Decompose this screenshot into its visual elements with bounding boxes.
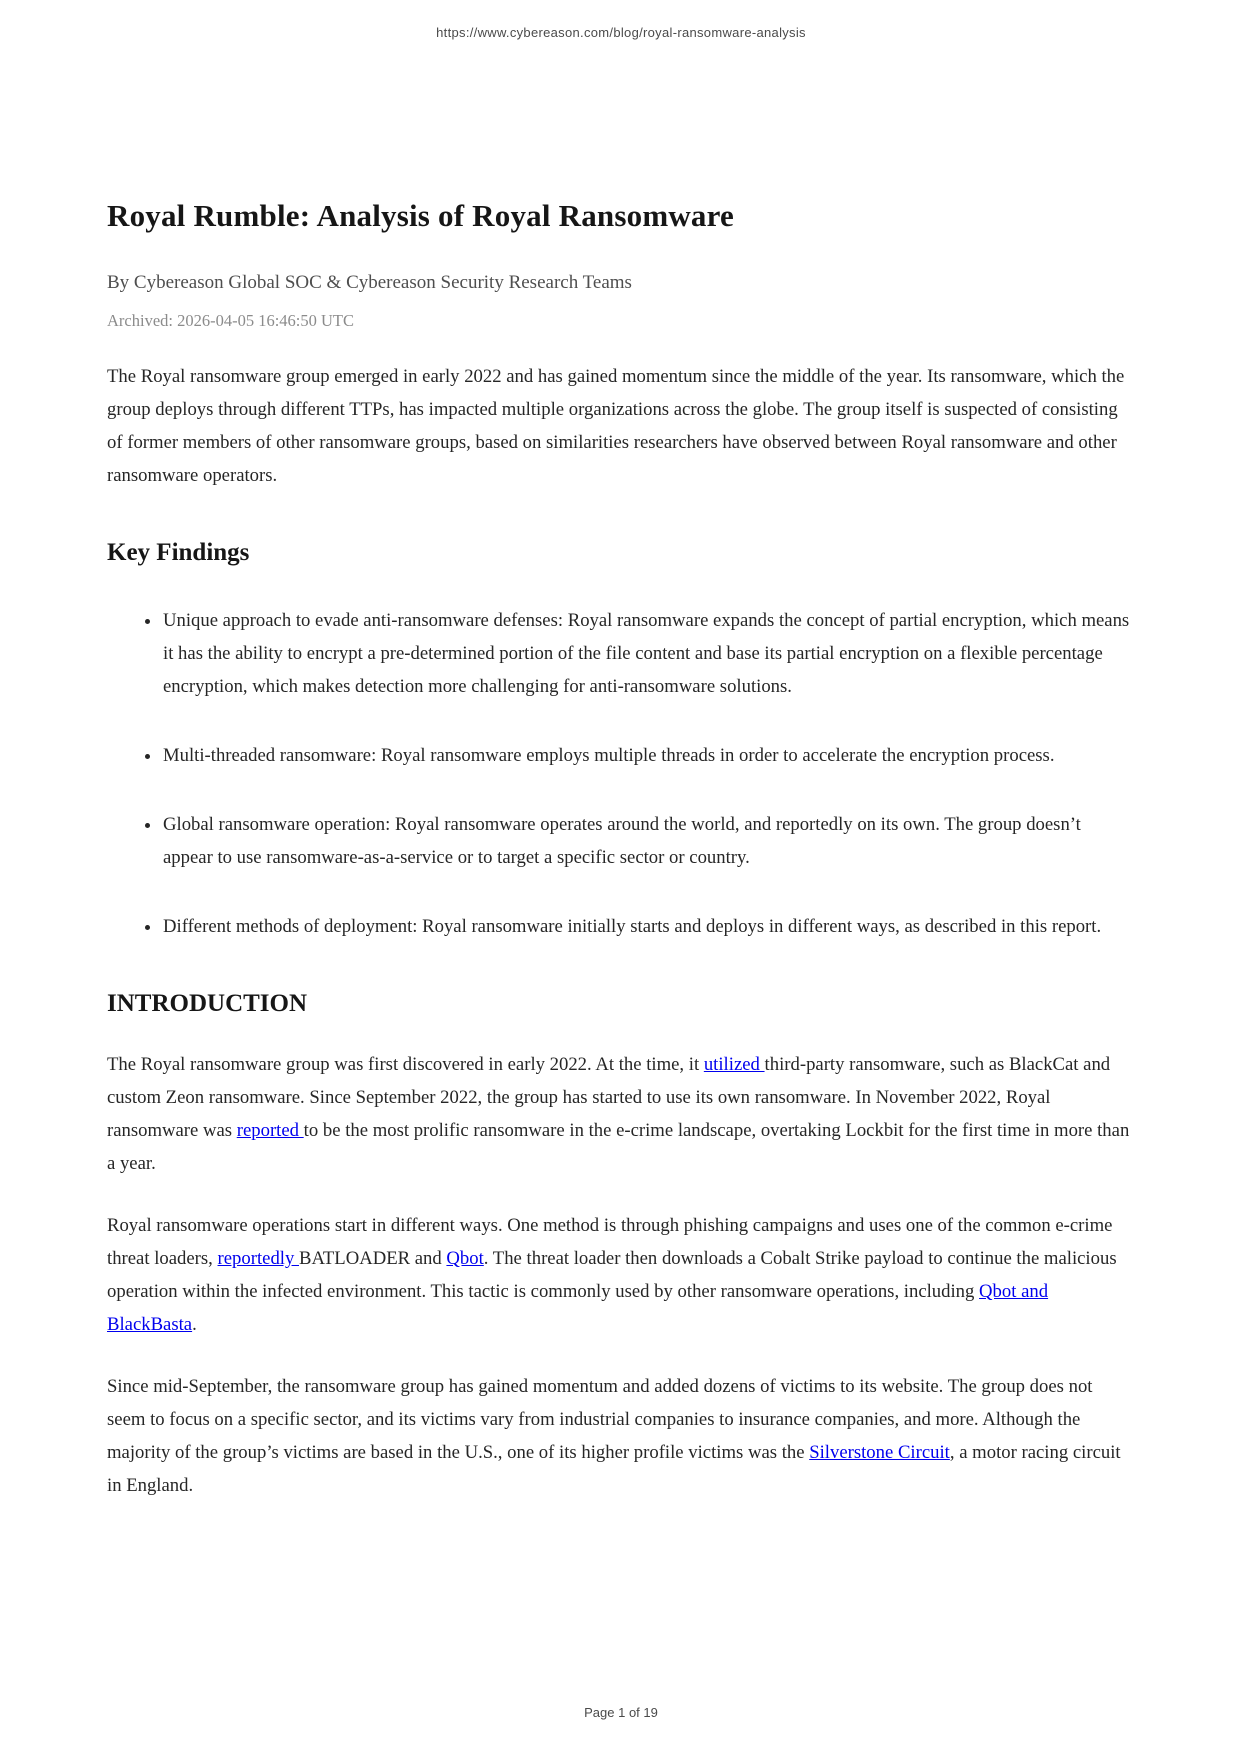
text-run: . The threat loader then downloads a Cobalt Strike payload to continue the malicious operation within the infected environment. This tactic is commonly used by other ransomware operations, including <box>107 1248 1117 1302</box>
key-findings-heading: Key Findings <box>107 539 250 566</box>
article-byline: By Cybereason Global SOC & Cybereason Security Research Teams <box>107 272 632 293</box>
text-run: Royal ransomware operations start in different ways. One method is through phishing campaigns and uses one of the common e-crime threat loaders, <box>107 1215 1113 1269</box>
article-title: Royal Rumble: Analysis of Royal Ransomware <box>107 198 734 233</box>
introduction-paragraph-3 <box>107 1370 1135 1502</box>
text-run: Since mid-September, the ransomware group has gained momentum and added dozens of victims to its website. The group does not seem to focus on a specific sector, and its victims vary from industrial companies to insurance companies, and more. Although the majority of the group’s victims are based in the U.S., one of its higher profile victims was the <box>107 1376 1093 1463</box>
archived-timestamp: Archived: 2026-04-05 16:46:50 UTC <box>107 311 355 330</box>
key-finding-item: • Multi-threaded ransomware: Royal ransomware employs multiple threads in order to accelerate the encryption process. <box>162 739 1135 772</box>
inline-link[interactable]: reportedly <box>217 1248 299 1269</box>
text-run: , a motor racing circuit in England. <box>107 1442 1121 1496</box>
introduction-paragraph-2 <box>107 1209 1135 1341</box>
inline-link[interactable]: Qbot <box>446 1248 484 1269</box>
page-footer <box>0 1705 1242 1720</box>
key-finding-item: • Global ransomware operation: Royal ransomware operates around the world, and reportedly on its own. The group doesn’t appear to use ransomware-as-a-service or to target a specific sector or country. <box>162 808 1135 874</box>
key-finding-item: • Unique approach to evade anti-ransomware defenses: Royal ransomware expands the concept of partial encryption, which means it has the ability to encrypt a pre-determined portion of the file content and base its partial encryption on a flexible percentage encryption, which makes detection more challenging for anti-ransomware solutions. <box>162 604 1135 703</box>
introduction-paragraph-1 <box>107 1048 1135 1180</box>
text-run: BATLOADER and <box>299 1248 447 1269</box>
article-content <box>107 197 1135 1502</box>
lead-paragraph: The Royal ransomware group emerged in early 2022 and has gained momentum since the middle of the year. Its ransomware, which the group deploys through different TTPs, has impacted multiple organizations across the globe. The group itself is suspected of consisting of former members of other ransomware groups, based on similarities researchers have observed between Royal ransomware and other ransomware operators. <box>107 366 1125 486</box>
text-run: . <box>192 1314 197 1335</box>
key-findings-list <box>107 604 1135 943</box>
text-run: to be the most prolific ransomware in the e-crime landscape, overtaking Lockbit for the first time in more than a year. <box>107 1120 1130 1174</box>
text-run: The Royal ransomware group was first discovered in early 2022. At the time, it <box>107 1054 704 1075</box>
inline-link[interactable]: reported <box>236 1120 304 1141</box>
source-url-header: https://www.cybereason.com/blog/royal-ransomware-analysis <box>436 25 806 40</box>
page-number: Page 1 of 19 <box>584 1705 658 1720</box>
inline-link[interactable]: Silverstone Circuit <box>809 1442 950 1463</box>
introduction-heading: INTRODUCTION <box>107 990 308 1017</box>
key-finding-item: • Different methods of deployment: Royal ransomware initially starts and deploys in different ways, as described in this report. <box>162 910 1135 943</box>
inline-link[interactable]: Qbot and BlackBasta <box>107 1281 1049 1335</box>
text-run: third-party ransomware, such as BlackCat and custom Zeon ransomware. Since September 2022, the group has started to use its own ransomware. In November 2022, Royal ransomware was <box>107 1054 1111 1141</box>
inline-link[interactable]: utilized <box>703 1054 765 1075</box>
